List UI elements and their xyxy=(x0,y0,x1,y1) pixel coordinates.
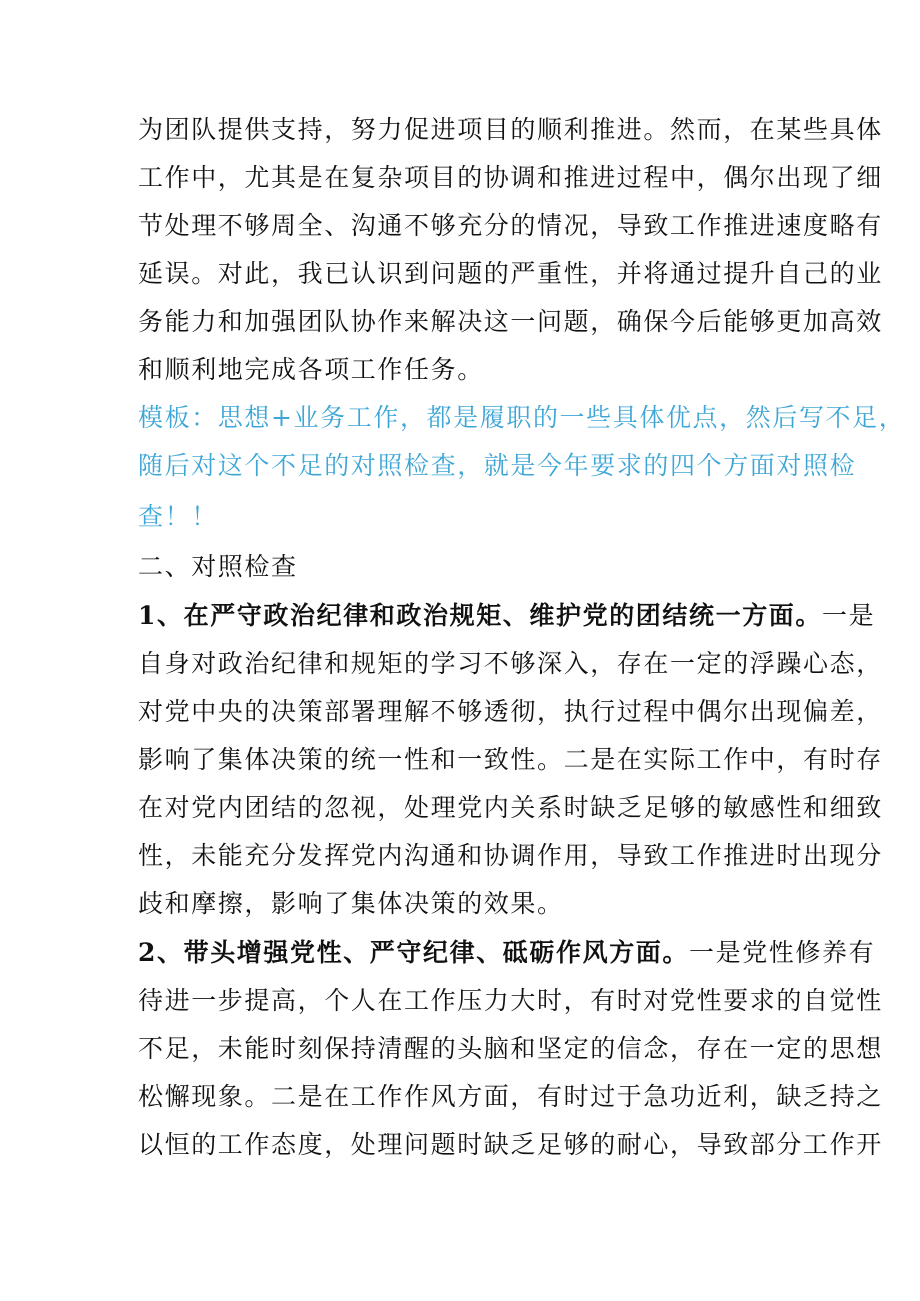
item-2-first-rest: 一是党性修养有 xyxy=(689,938,876,967)
note-line: 查！！ xyxy=(138,502,218,531)
text-line: 在对党内团结的忽视，处理党内关系时缺乏足够的敏感性和细致 xyxy=(138,793,883,822)
text-line: 性，未能充分发挥党内沟通和协调作用，导致工作推进时出现分 xyxy=(138,841,883,870)
text-line: 对党中央的决策部署理解不够透彻，执行过程中偶尔出现偏差， xyxy=(138,697,883,726)
note-line: 随后对这个不足的对照检查，就是今年要求的四个方面对照检 xyxy=(138,451,857,480)
text-line: 待进一步提高，个人在工作压力大时，有时对党性要求的自觉性 xyxy=(138,986,883,1015)
item-1-first-rest: 一是 xyxy=(822,601,876,630)
item-1-first-line xyxy=(138,601,876,631)
text-line: 工作中，尤其是在复杂项目的协调和推进过程中，偶尔出现了细 xyxy=(138,163,883,192)
text-line: 节处理不够周全、沟通不够充分的情况，导致工作推进速度略有 xyxy=(138,211,883,240)
text-line: 歧和摩擦，影响了集体决策的效果。 xyxy=(138,889,564,918)
text-line: 自身对政治纪律和规矩的学习不够深入，存在一定的浮躁心态， xyxy=(138,649,883,678)
text-line: 松懈现象。二是在工作作风方面，有时过于急功近利，缺乏持之 xyxy=(138,1082,883,1111)
text-line: 和顺利地完成各项工作任务。 xyxy=(138,355,484,384)
text-line: 务能力和加强团队协作来解决这一问题，确保今后能够更加高效 xyxy=(138,307,883,336)
note-line: 模板：思想+业务工作，都是履职的一些具体优点，然后写不足， xyxy=(138,403,906,432)
text-line: 为团队提供支持，努力促进项目的顺利推进。然而，在某些具体 xyxy=(138,115,883,144)
text-line: 延误。对此，我已认识到问题的严重性，并将通过提升自己的业 xyxy=(138,259,883,288)
item-2-first-line xyxy=(138,938,876,968)
section-heading: 二、对照检查 xyxy=(138,552,298,581)
item-2-heading: 2、带头增强党性、严守纪律、砥砺作风方面。 xyxy=(138,938,689,967)
text-line: 不足，未能时刻保持清醒的头脑和坚定的信念，存在一定的思想 xyxy=(138,1034,883,1063)
item-1-heading: 1、在严守政治纪律和政治规矩、维护党的团结统一方面。 xyxy=(138,601,822,630)
text-line: 以恒的工作态度，处理问题时缺乏足够的耐心，导致部分工作开 xyxy=(138,1130,883,1159)
text-line: 影响了集体决策的统一性和一致性。二是在实际工作中，有时存 xyxy=(138,745,883,774)
